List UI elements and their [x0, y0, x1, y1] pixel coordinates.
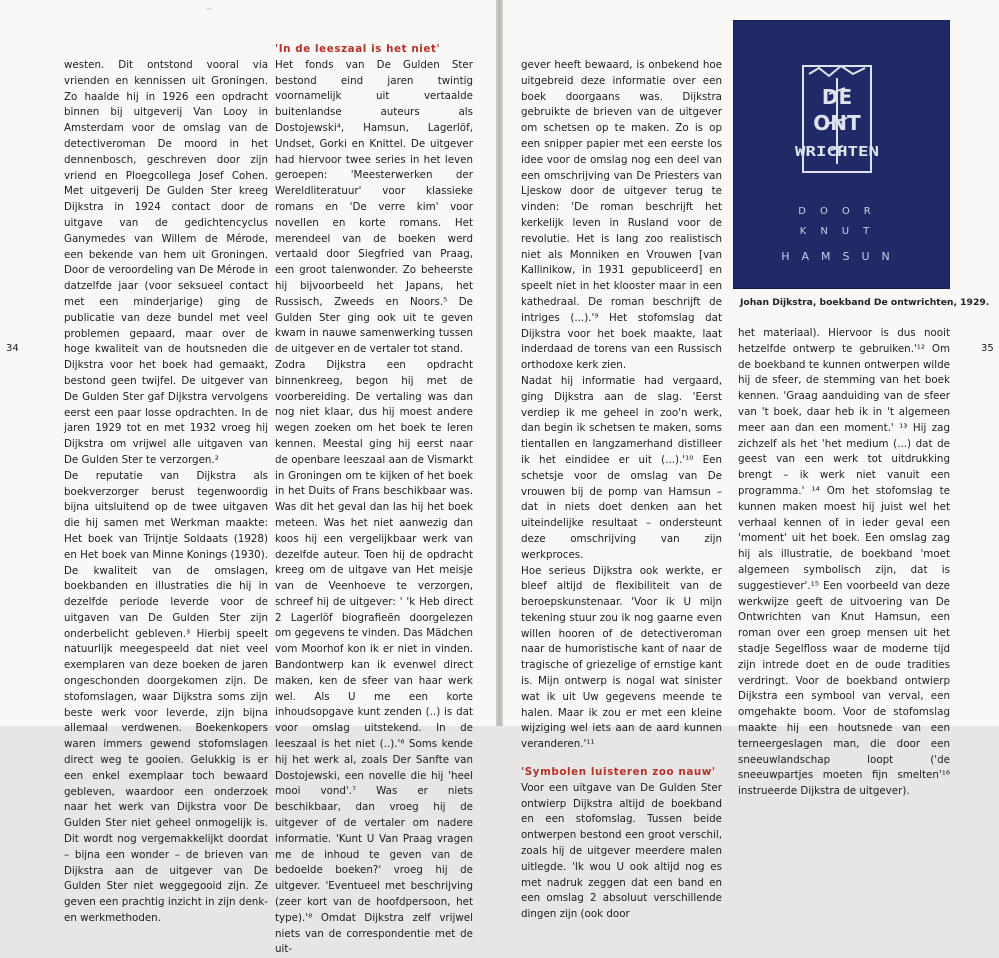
paragraph: De reputatie van Dijkstra als boekverzorger berust tegenwoordig bijna uitsluitend op de twee uitgaven die hij samen met Werkman maakte: Het boek van Trijntje Soldaats (1928) en Het boek van Minne Konings (1930). De kwaliteit van de omslagen, boekbanden en illustraties die hij in dezelfde periode leverde voor de uitgaven van De Gulden Ster zijn onderbelicht gebleven.³ Hierbij speelt natuurlijk meegespeeld dat niet veel exemplaren van deze boeken de jaren ongeschonden doorgekomen zijn. De stofomslagen, waar Dijkstra soms zijn beste werk voor leverde, zijn bijna allemaal verdwenen. Boekenkopers waren immers gewend stofomslagen direct weg te gooien. Gelukkig is er een enkel exemplaar toch bewaard gebleven, waardoor een onderzoek naar het werk van Dijkstra voor De Gulden Ster niet geheel onmogelijk is. Dit wordt nog vergemakkelijkt doordat – bijna een wonder – de brieven van Dijkstra aan de uitgever van De Gulden Ster niet weggegooid zijn. Ze geven een prachtig inzicht in zijn denk- en werkmethoden. [64, 469, 268, 925]
page-number: 35 [981, 343, 994, 354]
right-column-1 [521, 58, 722, 923]
paragraph: het materiaal). Hiervoor is dus nooit hetzelfde ontwerp te gebruiken.'¹² Om de boekband te kunnen ontwerpen wilde hij de sfeer, de stemming van het boek kennen. 'Graag aanduiding van de sfeer van 't boek, daar heb ik in 't algemeen meer aan dan een moment.' ¹³ Hij zag zichzelf als het 'het medium (...) dat de geest van een werk tot uitdrukking brengt – ik werk niet vanuit een programma.' ¹⁴ Om het stofomslag te kunnen maken moest hij juist wel het verhaal kennen of in ieder geval een 'moment' uit het boek. Een omslag zag hij als illustratie, de boekband 'moet algemeen symbolisch zijn, dat is suggestiever'.¹⁵ Een voorbeeld van deze werkwijze geeft de uitvoering van De Ontwrichten van Knut Hamsun, een roman over een groep mensen uit het stadje Segelfloss waar de moderne tijd zijn intrede doet en de oude tradities verdringt. Voor de boekband ontwierp Dijkstra een symbool van verval, een omgehakte boom. Voor de stofomslag maakte hij een houtsnede van een terneergeslagen man, die door een sneeuwlandschap loopt ('de sneeuwpartjes moeten fijn smelten'¹⁶ instrueerde Dijkstra de uitgever). [738, 327, 950, 798]
section-heading: 'In de leeszaal is het niet' [275, 43, 441, 55]
cover-author-line1: DOOR [798, 206, 885, 217]
cover-author-line3: HAMSUN [781, 250, 902, 263]
left-column-2 [275, 42, 473, 958]
cover-title-line3: WRICHTEN [795, 145, 880, 160]
faint-bleed-mark: ~ [205, 4, 214, 15]
left-column-1 [64, 58, 268, 927]
page-number: 34 [6, 343, 19, 354]
left-page [0, 0, 496, 956]
paragraph: gever heeft bewaard, is onbekend hoe uitgebreid deze informatie over een boek doorgaans was. Dijkstra gebruikte de brieven van de uitgever om schetsen op te maken. Zo is op een snipper papier met een eerste los idee voor de omslag nog een deel van een omschrijving van De Priesters van Ljeskow door de uitgever terug te vinden: 'De roman beschrijft het kerkelijk leven in Rusland voor de revolutie. Het is lang zoo realistisch niet als Monniken en Vrouwen [van Kallinikow, in 1931 gepubliceerd] en speelt niet in het klooster maar in een kathedraal. De roman beschrijft de intriges (...).'⁹ Het stofomslag dat Dijkstra voor het boek maakte, laat inderdaad de torens van een Russisch orthodoxe kerk zien. [521, 59, 722, 372]
paragraph: Voor een uitgave van De Gulden Ster ontwierp Dijkstra altijd de boekband en een stofomslag. Tussen beide ontwerpen bestond een groot verschil, zoals hij de uitgever meerdere malen uitlegde. 'Ik wou U ook altijd nog es met nadruk zeggen dat een band en een omslag 2 absoluut verschillende dingen zijn (ook door [521, 781, 722, 921]
paragraph: Hoe serieus Dijkstra ook werkte, er bleef altijd de flexibiliteit van de beroepskunstenaar. 'Voor ik U mijn tekening stuur zou ik nog gaarne even willen hooren of de detectiveroman naar de humoristische kant of naar de tragische of griezelige of ernstige kant is. Mijn ontwerp is nogal wat sinister wat ik uit Uw gegevens meende te halen. Maar ik zou er met een kleine wijziging wel iets aan de aard kunnen veranderen.'¹¹ [521, 564, 722, 751]
paragraph: Nadat hij informatie had vergaard, ging Dijkstra aan de slag. 'Eerst verdiep ik me geheel in zoo'n werk, dan begin ik schetsen te maken, soms tientallen en langzamerhand distilleer ik het eindidee er uit (...).'¹⁰ Een schetsje voor de omslag van De vrouwen bij de pomp van Hamsun – dat in niets doet denken aan het uiteindelijke resultaat – ondersteunt deze omschrijving van zijn werkproces. [521, 374, 722, 561]
paragraph: westen. Dit ontstond vooral via vrienden en kennissen uit Groningen. Zo haalde hij in 1926 een opdracht binnen bij uitgeverij Van Looy in Amsterdam voor de omslag van de detectiveroman De moord in het dennenbosch, geschreven door zijn vriend en Ploegcollega Josef Cohen. Met uitgeverij De Gulden Ster kreeg Dijkstra in 1924 contact door de uitgave van de gedichtencyclus Ganymedes van Willem de Mérode, een bekende van hem uit Groningen. Door de veroordeling van De Mérode in datzelfde jaar (voor seksueel contact met een minderjarige) ging de publicatie van deze bundel met veel problemen gepaard, maar over de hoge kwaliteit van de houtsneden die Dijkstra voor het boek had gemaakt, bestond geen twijfel. De uitgever van De Gulden Ster gaf Dijkstra vervolgens eerst een paar losse opdrachten. In de jaren 1929 tot en met 1932 vroeg hij Dijkstra om vrijwel alle uitgaven van De Gulden Ster te verzorgen.² [64, 59, 268, 466]
paragraph: Het fonds van De Gulden Ster bestond eind jaren twintig voornamelijk uit vertaalde buitenlandse auteurs als Dostojewski⁴, Hamsun, Lagerlöf, Undset, Gorki en Knittel. De uitgever had hiervoor twee series in het leven geroepen: 'Meesterwerken der Wereldliteratuur' voor klassieke romans en 'De verre kim' voor novellen en korte romans. Het merendeel van de boeken werd vertaald door Siegfried van Praag, een groot talenwonder. Zo beheerste hij bijvoorbeeld het Japans, het Russisch, Zweeds en Noors.⁵ De Gulden Ster ging ook uit te geven kwam in nauwe samenwerking tussen de uitgever en de vertaler tot stand. [275, 58, 473, 356]
cover-title-line2: ONT [813, 111, 861, 135]
cover-author-line2: KNUT [799, 226, 884, 237]
book-gutter [496, 0, 503, 726]
book-cover-image [733, 20, 950, 289]
cover-title-line1: DE [821, 85, 853, 109]
section-heading: 'Symbolen luisteren zoo nauw' [521, 766, 716, 779]
image-caption: Johan Dijkstra, boekband De ontwrichten, 1929. [740, 297, 990, 308]
book-title-emblem [789, 64, 885, 176]
right-column-2 [738, 326, 950, 800]
paragraph: Zodra Dijkstra een opdracht binnenkreeg, begon hij met de voorbereiding. De vertaling was dan nog niet klaar, dus hij moest andere wegen zoeken om het boek te leren kennen. Meestal ging hij eerst naar de openbare leeszaal aan de Vismarkt in Groningen om te kijken of het boek in het Duits of Frans beschikbaar was. Was dit het geval dan las hij het boek meteen. Was het niet aanwezig dan koos hij een vergelijkbaar werk van dezelfde auteur. Toen hij de opdracht kreeg om de uitgave van Het meisje van de Veenhoeve te verzorgen, schreef hij de uitgever: ' 'k Heb direct 2 Lagerlöf biografieën doorgelezen om gegevens te vinden. Das Mädchen vom Moorhof kon ik er niet in vinden. Bandontwerp kan ik evenwel direct maken, ken de sfeer van haar werk wel. Als U me een korte inhoudsopgave kunt zenden (..) is dat voor omslag uitstekend. In de leeszaal is het niet (..).'⁶ Soms kende hij het werk al, zoals Der Sanfte van Dostojewski, een novelle die hij 'heel mooi vond'.⁷ Was er niets beschikbaar, dan vroeg hij de uitgever of de vertaler om nadere informatie. 'Kunt U Van Praag vragen me de inhoud te geven van de bedoelde boeken?' vroeg hij de uitgever. 'Eventueel met beschrijving (zeer kort van de hoofdpersoon, het type).'⁸ Omdat Dijkstra zelf vrijwel niets van de correspondentie met de uit- [275, 358, 473, 956]
